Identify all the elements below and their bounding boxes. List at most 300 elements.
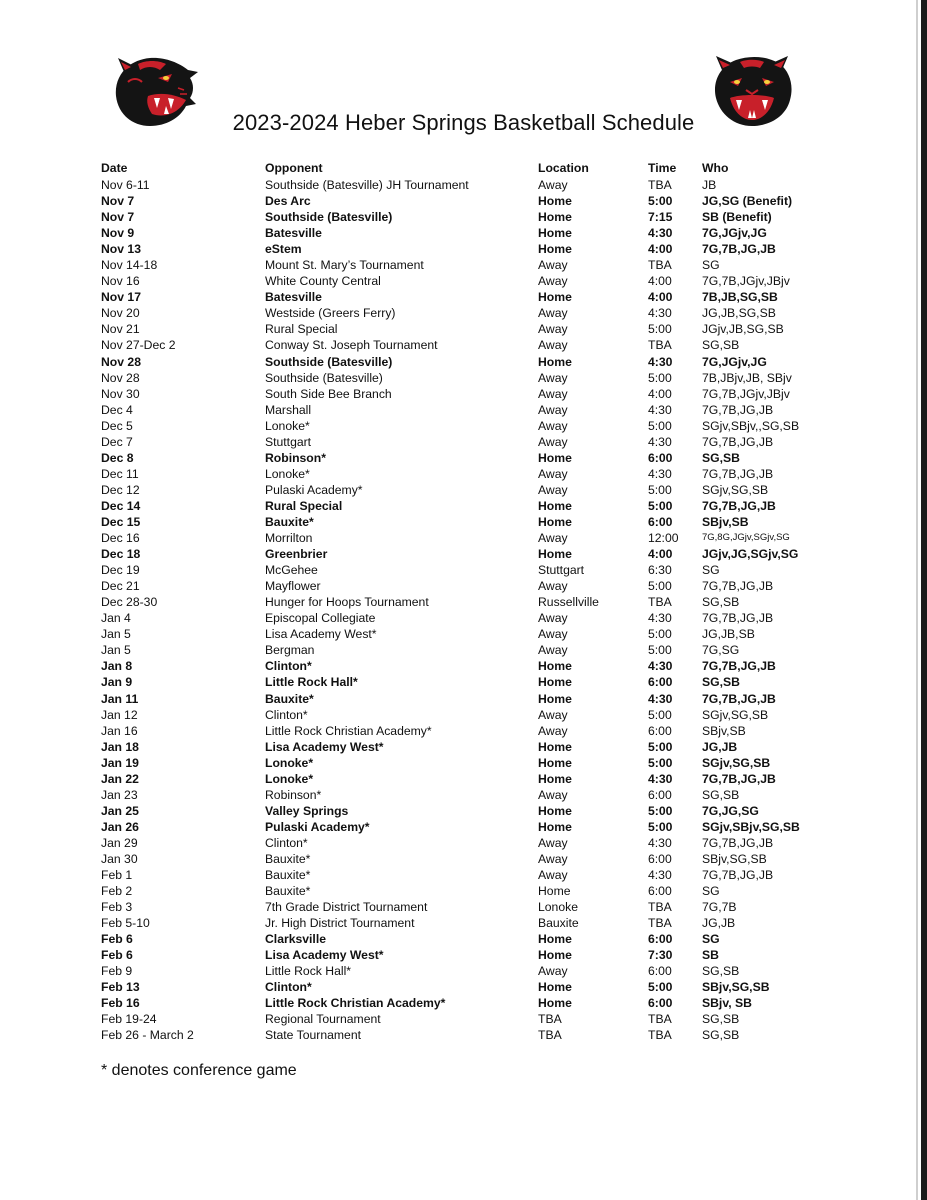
cell-who: 7G,JG,SG [702, 803, 759, 818]
cell-who: JG,SG (Benefit) [702, 194, 793, 209]
cell-location: Bauxite [538, 916, 579, 931]
cell-opponent: Lonoke* [265, 466, 310, 481]
cell-time: 4:30 [648, 354, 673, 369]
cell-time: 5:00 [648, 482, 672, 497]
cell-opponent: Lonoke* [265, 755, 314, 770]
cell-time: 4:00 [648, 242, 673, 257]
cell-opponent: Lisa Academy West* [265, 948, 384, 963]
cell-location: Away [538, 386, 568, 401]
cell-time: 5:00 [648, 739, 673, 754]
cell-date: Dec 18 [101, 547, 141, 562]
schedule-title: 2023-2024 Heber Springs Basketball Schedule [232, 110, 695, 135]
cell-time: 5:00 [648, 755, 673, 770]
cell-opponent: Batesville [265, 290, 322, 305]
table-row [101, 979, 821, 995]
cell-who: SBjv,SG,SB [702, 980, 770, 995]
cell-time: 6:00 [648, 932, 673, 947]
table-row [101, 723, 821, 739]
cell-opponent: Episcopal Collegiate [265, 611, 376, 626]
cell-location: Home [538, 932, 572, 947]
cell-date: Dec 28-30 [101, 595, 158, 610]
cell-opponent: Mount St. Mary’s Tournament [265, 258, 424, 273]
cell-date: Jan 25 [101, 803, 139, 818]
table-row [101, 530, 821, 546]
table-row [101, 209, 821, 225]
cell-who: SG [702, 884, 720, 899]
table-row [101, 546, 821, 562]
cell-who: 7G,7B,JG,JB [702, 771, 776, 786]
cell-time: 4:30 [648, 771, 673, 786]
cell-who: JG,JB,SG,SB [702, 306, 776, 321]
cell-opponent: Mayflower [265, 579, 321, 594]
cell-who: SG,SB [702, 1028, 740, 1043]
cell-opponent: Lonoke* [265, 418, 310, 433]
cell-date: Jan 9 [101, 675, 133, 690]
cell-opponent: Clinton* [265, 659, 312, 674]
cell-time: 4:30 [648, 434, 672, 449]
cell-location: Away [538, 531, 568, 546]
cell-who: SG,SB [702, 1012, 740, 1027]
cell-time: 6:00 [648, 996, 673, 1011]
cell-opponent: Pulaski Academy* [265, 482, 363, 497]
cell-who: 7G,7B,JG,JB [702, 402, 774, 417]
cell-date: Jan 16 [101, 723, 138, 738]
table-row [101, 257, 821, 273]
table-row [101, 626, 821, 642]
cell-date: Dec 14 [101, 498, 141, 513]
cell-date: Nov 28 [101, 370, 140, 385]
cell-who: 7G,7B,JG,JB [702, 434, 774, 449]
cell-opponent: Batesville [265, 226, 322, 241]
table-row [101, 947, 821, 963]
cell-date: Jan 26 [101, 819, 139, 834]
cell-date: Jan 19 [101, 755, 139, 770]
table-row [101, 691, 821, 707]
cell-who: JGjv,JB,SG,SB [702, 322, 784, 337]
cell-opponent: Conway St. Joseph Tournament [265, 338, 438, 353]
cell-who: 7G,JGjv,JG [702, 226, 767, 241]
cell-location: Home [538, 498, 572, 513]
cell-who: SG [702, 563, 720, 578]
cell-location: Home [538, 514, 572, 529]
cell-who: 7G,7B,JG,JB [702, 868, 774, 883]
cell-time: TBA [648, 595, 672, 610]
cell-who: SG,SB [702, 338, 740, 353]
cell-opponent: Morrilton [265, 531, 313, 546]
cell-opponent: Bauxite* [265, 514, 314, 529]
cell-opponent: Des Arc [265, 194, 311, 209]
cell-location: Home [538, 819, 572, 834]
cell-time: TBA [648, 1012, 672, 1027]
table-row [101, 354, 821, 370]
cell-location: Away [538, 851, 568, 866]
cell-opponent: Pulaski Academy* [265, 819, 370, 834]
cell-opponent: Bauxite* [265, 691, 314, 706]
cell-who: 7G,7B,JG,JB [702, 691, 776, 706]
cell-date: Nov 16 [101, 274, 140, 289]
cell-date: Nov 20 [101, 306, 140, 321]
table-row [101, 867, 821, 883]
cell-opponent: Hunger for Hoops Tournament [265, 595, 429, 610]
table-row [101, 995, 821, 1011]
cell-time: 7:30 [648, 948, 673, 963]
cell-time: TBA [648, 178, 672, 192]
cell-date: Jan 29 [101, 835, 138, 850]
cell-location: Away [538, 707, 568, 722]
table-row [101, 755, 821, 771]
cell-date: Dec 7 [101, 434, 133, 449]
cell-date: Nov 28 [101, 354, 141, 369]
cell-time: 4:00 [648, 386, 672, 401]
cell-opponent: Southside (Batesville) [265, 370, 383, 385]
cell-opponent: Bauxite* [265, 868, 311, 883]
cell-date: Dec 8 [101, 450, 134, 465]
cell-who: SBjv, SB [702, 996, 752, 1011]
cell-location: Away [538, 274, 568, 289]
cell-opponent: Southside (Batesville) JH Tournament [265, 178, 469, 192]
schedule-table [101, 160, 821, 1044]
cell-location: Away [538, 322, 568, 337]
cell-time: 5:00 [648, 643, 672, 658]
cell-opponent: eStem [265, 242, 302, 257]
table-row [101, 370, 821, 386]
page-edge [921, 0, 927, 1200]
cell-date: Nov 7 [101, 210, 135, 225]
cell-who: 7G,8G,JGjv,SGjv,SG [702, 532, 790, 544]
cell-who: JG,JB,SB [702, 627, 755, 642]
cell-time: 6:00 [648, 851, 672, 866]
cell-time: 5:00 [648, 803, 673, 818]
cell-location: TBA [538, 1028, 562, 1043]
cell-who: 7B,JB,SG,SB [702, 290, 778, 305]
cell-who: 7G,SG [702, 643, 740, 658]
cell-location: Home [538, 547, 572, 562]
cell-who: SB (Benefit) [702, 210, 772, 225]
cell-time: 5:00 [648, 322, 672, 337]
cell-who: 7G,7B,JG,JB [702, 579, 774, 594]
table-row [101, 642, 821, 658]
cell-who: JGjv,JG,SGjv,SG [702, 547, 799, 562]
cell-time: 5:00 [648, 498, 673, 513]
table-row [101, 674, 821, 690]
cell-time: 5:00 [648, 627, 672, 642]
cell-opponent: Lonoke* [265, 771, 314, 786]
cell-location: Home [538, 354, 572, 369]
footnote: * denotes conference game [101, 1062, 297, 1079]
table-row [101, 1027, 821, 1043]
cell-time: 5:00 [648, 370, 672, 385]
cell-who: SBjv,SB [702, 514, 749, 529]
cell-opponent: White County Central [265, 274, 381, 289]
table-row [101, 225, 821, 241]
cell-location: Home [538, 948, 572, 963]
table-row [101, 803, 821, 819]
cell-date: Feb 9 [101, 964, 133, 979]
cell-opponent: Rural Special [265, 322, 338, 337]
cell-location: Away [538, 482, 568, 497]
cell-who: SGjv,SBjv,SG,SB [702, 819, 800, 834]
cell-who: SG,SB [702, 595, 740, 610]
cell-who: 7G,7B,JGjv,JBjv [702, 386, 790, 401]
cell-time: 5:00 [648, 194, 673, 209]
cell-opponent: Lisa Academy West* [265, 739, 384, 754]
cell-who: SBjv,SB [702, 723, 746, 738]
cell-time: TBA [648, 916, 672, 931]
cell-location: Away [538, 723, 568, 738]
table-row [101, 562, 821, 578]
page-edge-line [916, 0, 918, 1200]
table-row [101, 305, 821, 321]
cell-who: JG,JB [702, 739, 738, 754]
cell-location: Away [538, 466, 568, 481]
cell-location: Home [538, 450, 572, 465]
table-row [101, 819, 821, 835]
table-row [101, 177, 821, 193]
cell-who: SG,SB [702, 964, 740, 979]
cell-time: 6:00 [648, 964, 672, 979]
cell-date: Feb 3 [101, 900, 133, 915]
cell-time: 4:30 [648, 306, 672, 321]
cell-time: 6:00 [648, 787, 672, 802]
header-who: Who [702, 161, 729, 175]
table-row [101, 915, 821, 931]
cell-opponent: Westside (Greers Ferry) [265, 306, 396, 321]
cell-location: Away [538, 402, 568, 417]
cell-location: Away [538, 338, 568, 353]
cell-location: Home [538, 996, 572, 1011]
cell-time: TBA [648, 258, 672, 273]
cell-who: 7G,7B,JGjv,JBjv [702, 274, 790, 289]
cell-opponent: State Tournament [265, 1028, 361, 1043]
cell-who: 7G,7B,JG,JB [702, 498, 776, 513]
cell-date: Dec 12 [101, 482, 140, 497]
table-row [101, 450, 821, 466]
cell-date: Jan 5 [101, 643, 131, 658]
table-row [101, 193, 821, 209]
header-date: Date [101, 161, 128, 175]
cell-location: Russellville [538, 595, 599, 610]
cell-date: Dec 15 [101, 514, 141, 529]
cell-who: SG,SB [702, 450, 740, 465]
cell-time: 4:00 [648, 274, 672, 289]
cell-date: Jan 11 [101, 691, 139, 706]
cell-time: TBA [648, 1028, 672, 1043]
cell-opponent: Robinson* [265, 787, 322, 802]
table-row [101, 402, 821, 418]
cell-opponent: Stuttgart [265, 434, 312, 449]
cell-location: Home [538, 210, 572, 225]
cell-who: SGjv,SG,SB [702, 755, 771, 770]
table-row [101, 498, 821, 514]
cell-opponent: Southside (Batesville) [265, 354, 393, 369]
cell-location: Away [538, 178, 568, 192]
cell-date: Jan 12 [101, 707, 138, 722]
cell-opponent: Jr. High District Tournament [265, 916, 415, 931]
cell-who: SBjv,SG,SB [702, 851, 767, 866]
cell-who: SG [702, 258, 720, 273]
cell-location: Home [538, 194, 572, 209]
cell-opponent: 7th Grade District Tournament [265, 900, 428, 915]
cell-time: 5:00 [648, 579, 672, 594]
cell-location: Away [538, 964, 568, 979]
cell-location: Away [538, 579, 568, 594]
cell-time: 4:30 [648, 466, 672, 481]
cell-location: Home [538, 659, 572, 674]
cell-time: 6:00 [648, 675, 673, 690]
cell-date: Jan 5 [101, 627, 131, 642]
cell-date: Feb 6 [101, 932, 133, 947]
cell-date: Jan 23 [101, 787, 138, 802]
cell-time: 4:30 [648, 402, 672, 417]
cell-who: JG,JB [702, 916, 736, 931]
table-row [101, 466, 821, 482]
table-row [101, 851, 821, 867]
table-row [101, 578, 821, 594]
cell-location: Away [538, 370, 568, 385]
cell-time: 12:00 [648, 531, 679, 546]
cell-location: Away [538, 627, 568, 642]
table-row [101, 321, 821, 337]
table-row [101, 1011, 821, 1027]
cell-who: SGjv,SBjv,,SG,SB [702, 418, 800, 433]
cell-date: Dec 11 [101, 466, 139, 481]
table-row [101, 739, 821, 755]
table-row [101, 482, 821, 498]
table-row [101, 610, 821, 626]
cell-location: Away [538, 868, 568, 883]
cell-location: Home [538, 242, 572, 257]
table-row [101, 289, 821, 305]
cell-date: Nov 9 [101, 226, 135, 241]
cell-time: 4:00 [648, 547, 673, 562]
cell-location: Home [538, 290, 572, 305]
table-row [101, 594, 821, 610]
cell-date: Dec 4 [101, 402, 133, 417]
cell-opponent: Bergman [265, 643, 315, 658]
cell-location: Away [538, 787, 568, 802]
cell-date: Nov 27-Dec 2 [101, 338, 176, 353]
cell-date: Feb 1 [101, 868, 133, 883]
cell-location: Stuttgart [538, 563, 585, 578]
cell-opponent: McGehee [265, 563, 318, 578]
cell-who: 7G,7B,JG,JB [702, 835, 774, 850]
cell-location: Home [538, 691, 572, 706]
cell-time: 6:00 [648, 723, 672, 738]
cell-opponent: Southside (Batesville) [265, 210, 393, 225]
cell-opponent: Clinton* [265, 980, 312, 995]
cell-date: Nov 13 [101, 242, 141, 257]
cell-opponent: Greenbrier [265, 547, 328, 562]
cell-opponent: Valley Springs [265, 803, 349, 818]
cell-who: 7G,7B,JG,JB [702, 611, 774, 626]
cell-opponent: Marshall [265, 402, 312, 417]
cell-time: 6:30 [648, 563, 672, 578]
table-row [101, 883, 821, 899]
table-row [101, 418, 821, 434]
cell-time: 7:15 [648, 210, 673, 225]
table-row [101, 963, 821, 979]
cell-date: Nov 7 [101, 194, 135, 209]
cell-time: 5:00 [648, 707, 672, 722]
cell-time: 6:00 [648, 450, 673, 465]
cell-opponent: Bauxite* [265, 884, 311, 899]
table-row [101, 386, 821, 402]
cell-location: TBA [538, 1012, 562, 1027]
cell-location: Home [538, 739, 572, 754]
cell-date: Nov 17 [101, 290, 141, 305]
cell-location: Home [538, 771, 572, 786]
cell-opponent: Rural Special [265, 498, 343, 513]
cell-date: Feb 5-10 [101, 916, 150, 931]
cell-time: 5:00 [648, 418, 672, 433]
table-row [101, 787, 821, 803]
cell-opponent: South Side Bee Branch [265, 386, 392, 401]
cell-date: Feb 13 [101, 980, 140, 995]
cell-location: Home [538, 226, 572, 241]
cell-location: Away [538, 258, 568, 273]
cell-date: Jan 18 [101, 739, 139, 754]
cell-date: Jan 4 [101, 611, 131, 626]
cell-date: Feb 26 - March 2 [101, 1028, 194, 1043]
cell-opponent: Robinson* [265, 450, 326, 465]
cell-date: Feb 6 [101, 948, 133, 963]
cell-date: Dec 5 [101, 418, 133, 433]
cell-time: 6:00 [648, 514, 673, 529]
cell-opponent: Little Rock Christian Academy* [265, 723, 432, 738]
cell-location: Home [538, 980, 572, 995]
cell-location: Home [538, 675, 572, 690]
header-location: Location [538, 161, 589, 175]
cell-who: 7G,7B [702, 900, 737, 915]
cell-opponent: Bauxite* [265, 851, 311, 866]
cell-opponent: Clarksville [265, 932, 326, 947]
cell-time: 4:30 [648, 226, 673, 241]
cell-time: 4:30 [648, 611, 672, 626]
cell-opponent: Clinton* [265, 707, 308, 722]
cell-date: Feb 19-24 [101, 1012, 157, 1027]
cell-location: Away [538, 611, 568, 626]
cell-time: TBA [648, 338, 672, 353]
cell-time: TBA [648, 900, 672, 915]
cell-opponent: Clinton* [265, 835, 308, 850]
cell-opponent: Little Rock Christian Academy* [265, 996, 446, 1011]
cell-who: JB [702, 178, 717, 192]
table-row [101, 434, 821, 450]
cell-who: SB [702, 948, 719, 963]
cell-location: Away [538, 306, 568, 321]
cell-location: Home [538, 884, 571, 899]
cell-who: SGjv,SG,SB [702, 482, 769, 497]
cell-date: Dec 19 [101, 563, 140, 578]
cell-who: 7G,JGjv,JG [702, 354, 767, 369]
cell-date: Jan 22 [101, 771, 139, 786]
cell-date: Feb 2 [101, 884, 133, 899]
cell-date: Jan 30 [101, 851, 138, 866]
table-row [101, 273, 821, 289]
table-row [101, 771, 821, 787]
cell-time: 6:00 [648, 884, 672, 899]
cell-who: SGjv,SG,SB [702, 707, 769, 722]
cell-time: 4:30 [648, 835, 672, 850]
cell-location: Away [538, 434, 568, 449]
table-row [101, 514, 821, 530]
cell-date: Dec 16 [101, 531, 140, 546]
cell-time: 5:00 [648, 980, 673, 995]
cell-location: Lonoke [538, 900, 578, 915]
cell-time: 5:00 [648, 819, 673, 834]
header-time: Time [648, 161, 677, 175]
cell-location: Away [538, 835, 568, 850]
